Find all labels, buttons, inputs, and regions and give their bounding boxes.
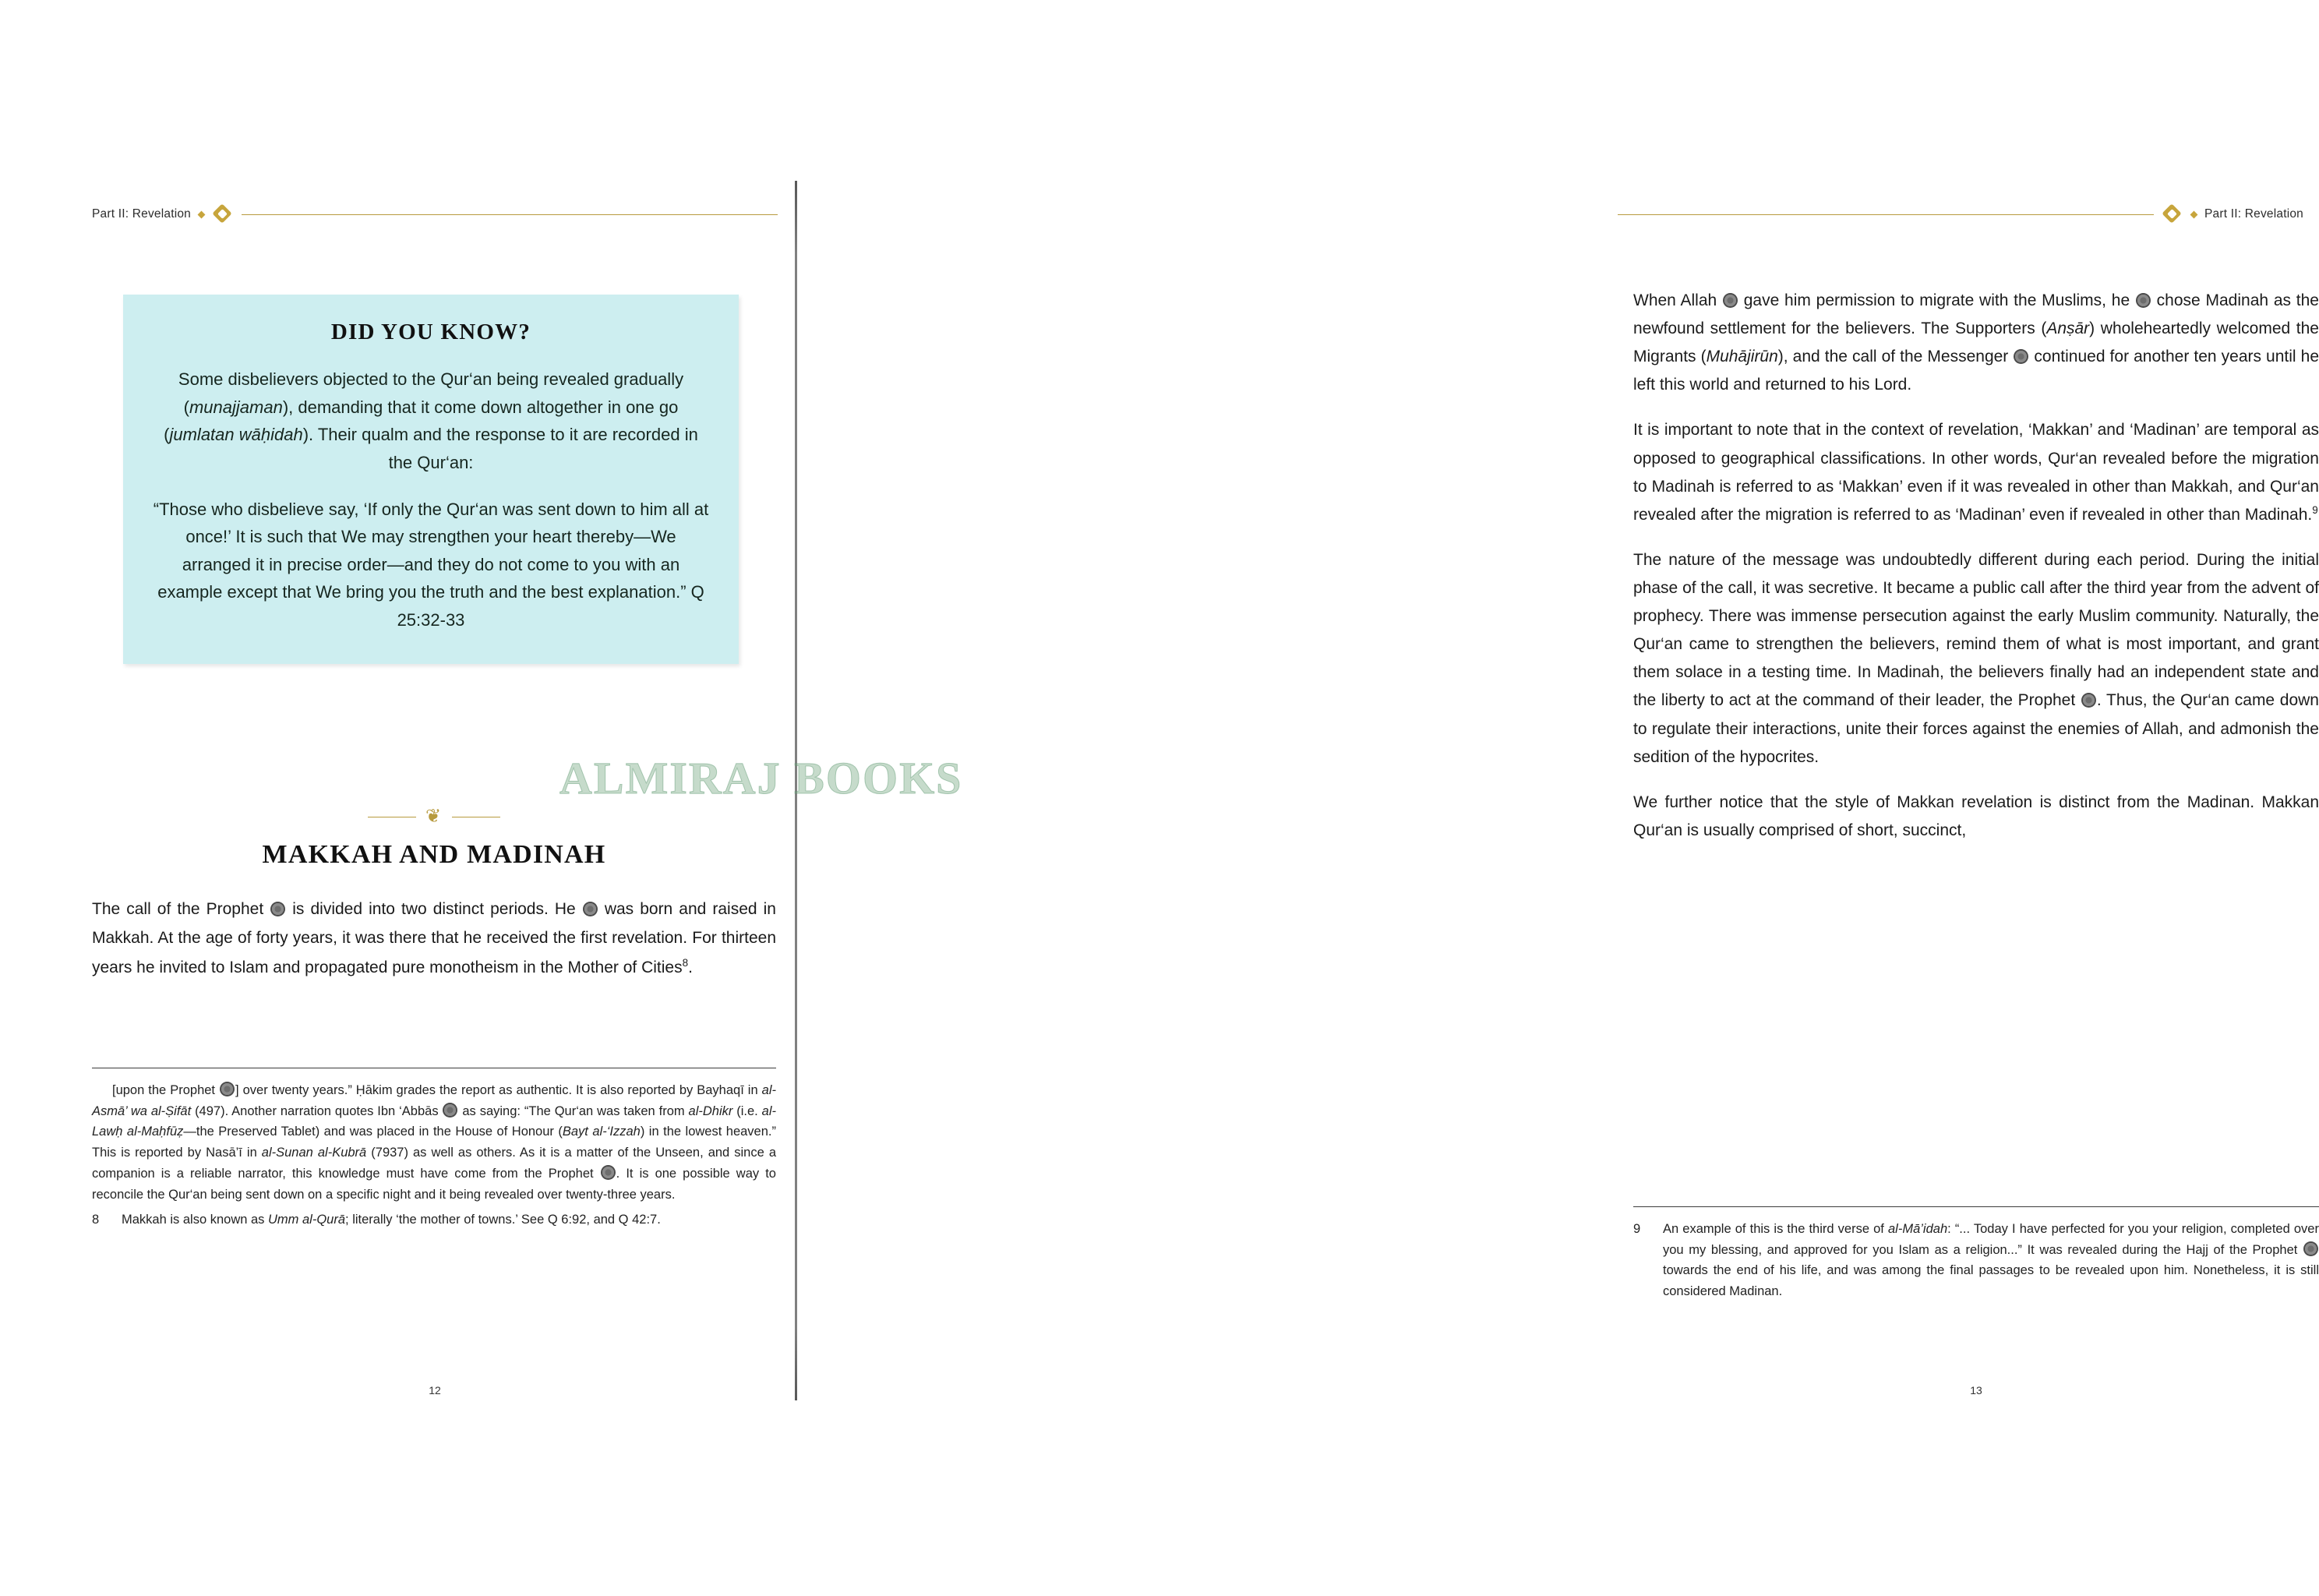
dyk-p1-italic-1: munajjaman: [189, 397, 283, 417]
right-paragraph-4: We further notice that the style of Makkan revelation is distinct from the Madinan. Makkan Qur‘an is usually comprised of short, succinct,: [1633, 793, 2319, 839]
rp3-b: . Thus, the Qur‘an came down to regulate their interactions, unite their forces against the enemies of Allah, and admonish the sedition of the hypocrites.: [1633, 691, 2319, 766]
dyk-p1-part-a: Some disbelievers objected to the Qur‘an being revealed gradually (: [178, 369, 684, 417]
salutation-icon: [601, 1165, 616, 1180]
fn-cont-f: —the Preserved Tablet) and was placed in the House of Honour (: [183, 1125, 563, 1139]
running-head-right: [1618, 204, 2303, 224]
header-rule: [242, 214, 778, 215]
right-page: [798, 0, 2319, 1596]
dyk-p1-part-c: ). Their qualm and the response to it are recorded in the Qur‘an:: [302, 425, 698, 472]
left-body-part-c: was born and raised in Makkah. At the age of forty years, it was there that he received the first revelation. For thirteen years he invited to Islam and propagated pure monotheism in the Mother of Cities: [92, 900, 776, 976]
running-head-left-label: Part II: Revelation: [92, 207, 191, 221]
salutation-icon: [443, 1103, 457, 1118]
rp1-e: ), and the call of the Messenger: [1777, 348, 2014, 366]
right-paragraph-3: [1633, 546, 2319, 772]
salutation-icon: [2303, 1241, 2318, 1256]
fn-cont-italic-2: al-Dhikr: [688, 1103, 733, 1118]
right-paragraph-1: [1633, 287, 2319, 399]
flourish-icon: ❦: [425, 806, 443, 827]
rp1-b: gave him permission to migrate with the Muslims, he: [1738, 291, 2135, 309]
left-body-paragraph: [92, 895, 776, 982]
rp2-a: It is important to note that in the context of revelation, ‘Makkan’ and ‘Madinan’ are temporal as opposed to geographical classifications. In other words, Qur‘an revealed before the migration to Madinah is referred to as ‘Makkan’ even if it was revealed in other than Makkah, and Qur‘an revealed after the migration is referred to as ‘Madinan’ even if revealed in other than Madinah.: [1633, 421, 2319, 524]
left-body-part-d: .: [688, 958, 693, 976]
fn8-part-b: ; literally ‘the mother of towns.’ See Q 6:92, and Q 42:7.: [345, 1213, 661, 1227]
running-head-left: [92, 204, 778, 224]
footnote-marker-8: 8: [682, 956, 689, 969]
fn-cont-c: (497). Another narration quotes Ibn ‘Abbās: [191, 1103, 443, 1118]
fn-cont-italic-3: al-Lawḥ al-Maḥfūẓ: [92, 1103, 776, 1139]
did-you-know-title: DID YOU KNOW?: [330, 320, 531, 344]
left-page: [0, 0, 798, 1596]
footnote-text-9: [1663, 1219, 2319, 1302]
section-heading: MAKKAH AND MADINAH: [262, 840, 606, 869]
fn9-part-c: towards the end of his life, and was among the final passages to be revealed upon him. Nonetheless, it is still considered Madinan.: [1663, 1263, 2319, 1299]
fn-cont-italic-4: Bayt al-‘Izzah: [562, 1125, 641, 1139]
left-body-part-b: is divided into two distinct periods. He: [286, 900, 582, 918]
fn-cont-a: [upon the Prophet: [112, 1083, 220, 1097]
did-you-know-paragraph-1: [150, 365, 712, 477]
diamond-dot-icon: [2190, 210, 2198, 218]
did-you-know-paragraph-2: “Those who disbelieve say, ‘If only the Qur‘an was sent down to him all at once!’ It is such that We may strengthen your heart thereby—We arranged it in precise order—and they do not come to you with an example except that We bring you the truth and the best explanation.” Q 25:32-33: [153, 499, 709, 630]
footnote-number-9: 9: [1633, 1222, 1641, 1236]
salutation-icon: [1723, 293, 1738, 308]
rp1-italic-1: Anṣār: [2046, 320, 2090, 338]
fn-cont-j: . It is one possible way to reconcile the Qur‘an being sent down on a specific night and it being revealed over twenty-three years.: [92, 1166, 776, 1202]
page-number-left: 12: [429, 1384, 441, 1396]
fn-cont-italic-1: al-Asmā’ wa al-Ṣifāt: [92, 1083, 776, 1118]
footnote-rule-right: [1633, 1206, 2319, 1207]
rp1-f: continued for another ten years until he left this world and returned to his Lord.: [1633, 348, 2319, 394]
rp1-c: chose Madinah as the newfound settlement for the believers. The Supporters (: [1633, 291, 2319, 338]
right-paragraph-2: [1633, 416, 2319, 528]
header-rule: [1618, 214, 2154, 215]
ornament-icon: [212, 203, 234, 225]
left-body-text: [92, 895, 776, 999]
fn-cont-d: as saying: “The Qur‘an was taken from: [458, 1103, 689, 1118]
fn-cont-g: ) in the lowest heaven.” This is reported by Nasā’ī in: [92, 1125, 776, 1160]
footnote-marker-9: 9: [2312, 503, 2318, 516]
fn8-italic: Umm al-Qurā: [268, 1213, 346, 1227]
footnote-continued: [92, 1080, 776, 1205]
left-body-part-a: The call of the Prophet: [92, 900, 270, 918]
fn9-italic: al-Mā’idah: [1888, 1222, 1948, 1236]
rp3-a: The nature of the message was undoubtedly different during each period. During the initial phase of the call, it was secretive. It became a public call after the third year from the advent of prophecy. There was immense persecution against the early Muslim community. Naturally, the Qur‘an came to strengthen the believers, remind them of what is most important, and grant them solace in a testing time. In Madinah, the believers finally had an independent state and the liberty to act at the command of their leader, the Prophet: [1633, 550, 2319, 710]
salutation-icon: [583, 902, 598, 916]
rp1-a: When Allah: [1633, 291, 1722, 309]
footnote-item-9: [1633, 1219, 2319, 1302]
dyk-p1-italic-2: jumlatan wāḥidah: [169, 425, 303, 445]
right-footnotes: [1633, 1219, 2319, 1307]
fn-cont-b: ] over twenty years.” Ḥākim grades the report as authentic. It is also reported by Bayhaqī in: [235, 1083, 762, 1097]
rp1-d: ) wholeheartedly welcomed the Migrants (: [1633, 320, 2319, 366]
salutation-icon: [2081, 693, 2096, 708]
salutation-icon: [220, 1082, 235, 1096]
footnote-text-8: [122, 1209, 776, 1231]
section-ornament: [92, 807, 776, 826]
page-number-right: 13: [1970, 1384, 1982, 1396]
fn8-part-a: Makkah is also known as: [122, 1213, 269, 1227]
salutation-icon: [2136, 293, 2151, 308]
salutation-icon: [270, 902, 285, 916]
did-you-know-box: [123, 295, 739, 664]
running-head-right-label: Part II: Revelation: [2204, 207, 2303, 221]
fn-cont-h: (7937) as well as others. As it is a matter of the Unseen, and since a companion is a reliable narrator, this knowledge must have come from the Prophet: [92, 1146, 776, 1181]
fn-cont-e: (i.e.: [732, 1103, 762, 1118]
ornament-icon: [2162, 203, 2183, 225]
left-footnotes: [92, 1080, 776, 1235]
footnote-item-8: [92, 1209, 776, 1231]
fn9-part-a: An example of this is the third verse of: [1663, 1222, 1888, 1236]
fn9-part-b: : “... Today I have perfected for you your religion, completed over you my blessing, and approved for you Islam as a religion...” It was revealed during the Hajj of the Prophet: [1663, 1222, 2319, 1257]
rp1-italic-2: Muhājirūn: [1706, 348, 1778, 366]
fn-cont-italic-5: al-Sunan al-Kubrā: [261, 1146, 367, 1160]
right-body-text: [1633, 287, 2319, 862]
footnote-number-8: 8: [92, 1213, 100, 1227]
watermark: ALMIRAJ BOOKS: [559, 753, 963, 803]
salutation-icon: [2014, 349, 2028, 364]
dyk-p1-part-b: ), demanding that it come down altogether in one go (: [164, 397, 679, 445]
diamond-dot-icon: [198, 210, 206, 218]
